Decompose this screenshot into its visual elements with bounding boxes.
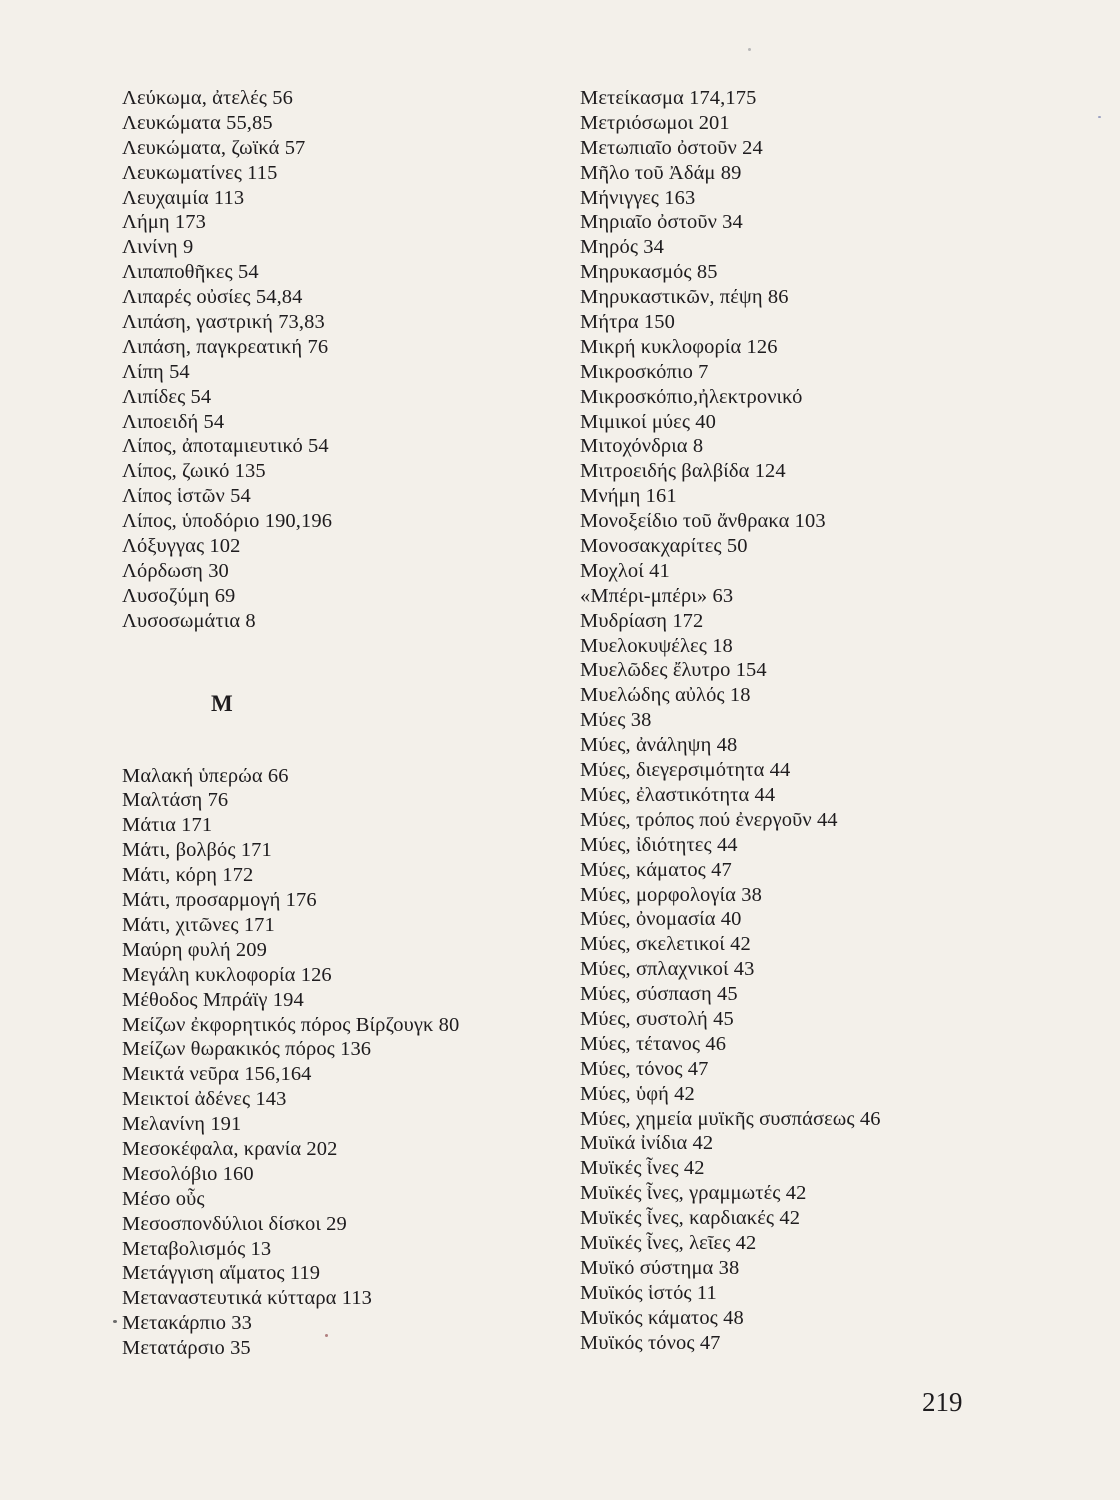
- index-entry: Μύες 38: [580, 709, 652, 732]
- index-entry: Λίπος, ζωικό 135: [122, 460, 266, 483]
- index-entry: Μνήμη 161: [580, 485, 677, 508]
- index-entry: Λίπος ἱστῶν 54: [122, 485, 251, 508]
- index-entry: Μεσοκέφαλα, κρανία 202: [122, 1137, 338, 1160]
- print-speck: [748, 48, 751, 51]
- index-entry: Μύες, σπλαχνικοί 43: [580, 958, 755, 981]
- index-entry: Λεύκωμα, ἀτελές 56: [122, 87, 293, 109]
- print-speck: [1098, 116, 1101, 118]
- index-entry: Μέθοδος Μπράϊγ 194: [122, 988, 304, 1011]
- index-entry: Μυϊκό σύστημα 38: [580, 1256, 740, 1279]
- index-entry: Μηρυκασμός 85: [580, 261, 718, 284]
- index-entry: Λιπάση, παγκρεατική 76: [122, 335, 329, 358]
- index-entry: Μικρή κυκλοφορία 126: [580, 335, 778, 358]
- index-entry: Μύες, ὀνομασία 40: [580, 908, 742, 931]
- index-entry: Λυσοζύμη 69: [122, 584, 236, 607]
- index-entry: Μυδρίαση 172: [580, 609, 704, 632]
- index-entry: Μύες, σκελετικοί 42: [580, 933, 751, 956]
- index-entry: Λίπη 54: [122, 360, 190, 383]
- section-spacer: [122, 719, 562, 764]
- index-entry: Μάτια 171: [122, 814, 213, 837]
- index-entry: Μύες, ἀνάληψη 48: [580, 734, 738, 757]
- index-entry: Μύες, μορφολογία 38: [580, 883, 762, 906]
- index-entry: Μελανίνη 191: [122, 1113, 242, 1136]
- index-entry: Μύες, τρόπος πού ἐνεργοῦν 44: [580, 808, 838, 831]
- index-entry: Λίπος, ὑποδόριο 190,196: [122, 510, 333, 533]
- index-entry: Λιποειδή 54: [122, 410, 225, 433]
- index-entry: Μύες, σύσπαση 45: [580, 983, 738, 1006]
- index-entry: Μήνιγγες 163: [580, 186, 696, 209]
- index-entry: Μιμικοί μύες 40: [580, 410, 717, 433]
- index-entry: Μάτι, προσαρμογή 176: [122, 889, 317, 912]
- index-entry: Μεικτοί ἀδένες 143: [122, 1088, 287, 1111]
- index-entry: Μηριαῖο ὀστοῦν 34: [580, 211, 743, 234]
- index-entry: Μύες, ἰδιότητες 44: [580, 833, 738, 856]
- index-entry: Μετάγγιση αἵματος 119: [122, 1262, 321, 1285]
- index-entry: Μύες, χημεία μυϊκῆς συσπάσεως 46: [580, 1107, 881, 1130]
- print-speck: [325, 1334, 328, 1337]
- index-entry: Λευκώματα 55,85: [122, 111, 273, 134]
- index-entry: Μυελῶδες ἔλυτρο 154: [580, 659, 767, 682]
- index-entry: Λυσοσωμάτια 8: [122, 609, 256, 632]
- index-entry: Λευκώματα, ζωϊκά 57: [122, 136, 306, 159]
- index-entry: Μυϊκά ἰνίδια 42: [580, 1132, 714, 1155]
- index-entry: Μικροσκόπιο 7: [580, 360, 709, 383]
- index-entry: Μυϊκές ἶνες 42: [580, 1157, 705, 1180]
- index-entry: Λιπαρές οὐσίες 54,84: [122, 286, 303, 309]
- index-entry: Λήμη 173: [122, 211, 206, 234]
- section-heading: Μ: [211, 690, 233, 716]
- index-entry: Μετωπιαῖο ὀστοῦν 24: [580, 136, 763, 159]
- page-number: 219: [922, 1387, 963, 1417]
- index-entry: Μετατάρσιο 35: [122, 1337, 251, 1360]
- print-speck: [113, 1320, 117, 1323]
- index-entry: Μεσοσπονδύλιοι δίσκοι 29: [122, 1212, 347, 1235]
- index-entry: Μετείκασμα 174,175: [580, 87, 757, 109]
- index-entry: Μύες, ἐλαστικότητα 44: [580, 783, 776, 806]
- index-entry: Μείζων θωρακικός πόρος 136: [122, 1038, 372, 1061]
- index-entry: Μέσο οὖς: [122, 1187, 205, 1210]
- index-entry: Μυελοκυψέλες 18: [580, 634, 733, 657]
- index-entry: Μηρός 34: [580, 236, 664, 259]
- index-column-left: [122, 86, 562, 1361]
- index-entry: Μηρυκαστικῶν, πέψη 86: [580, 286, 789, 309]
- index-entry: Μιτοχόνδρια 8: [580, 435, 704, 458]
- index-entry: Μύες, κάματος 47: [580, 858, 732, 881]
- index-entry: Μαλακή ὑπερώα 66: [122, 764, 289, 787]
- index-entry: Λιπίδες 54: [122, 385, 212, 408]
- index-entry: Λόρδωση 30: [122, 559, 229, 582]
- index-entry: Μείζων ἐκφορητικός πόρος Βίρζουγκ 80: [122, 1013, 460, 1036]
- index-entry: Μυϊκός κάματος 48: [580, 1306, 744, 1329]
- index-entry: Μάτι, χιτῶνες 171: [122, 913, 275, 936]
- index-entry: Λευκωματίνες 115: [122, 161, 278, 184]
- index-entry: «Μπέρι-μπέρι» 63: [580, 584, 734, 607]
- index-entry: Λόξυγγας 102: [122, 535, 241, 558]
- index-entry: Μύες, ὑφή 42: [580, 1082, 695, 1105]
- index-entry: Μεγάλη κυκλοφορία 126: [122, 963, 332, 986]
- index-entry: Μυϊκές ἶνες, καρδιακές 42: [580, 1207, 801, 1230]
- index-entry: Λευχαιμία 113: [122, 186, 245, 209]
- index-entry: Μεταναστευτικά κύτταρα 113: [122, 1287, 373, 1310]
- index-entry: Μύες, τόνος 47: [580, 1057, 709, 1080]
- index-entry: Λιπαποθῆκες 54: [122, 261, 259, 284]
- index-entry: Μοχλοί 41: [580, 559, 670, 582]
- index-entry: Μυελώδης αὐλός 18: [580, 684, 751, 707]
- index-column-right: [580, 86, 1100, 1355]
- section-spacer: [122, 634, 562, 689]
- index-entry: Μετριόσωμοι 201: [580, 111, 730, 134]
- index-entry: Μύες, διεγερσιμότητα 44: [580, 759, 791, 782]
- index-entry: Μεταβολισμός 13: [122, 1237, 272, 1260]
- index-entry: Μεικτά νεῦρα 156,164: [122, 1063, 312, 1086]
- index-entry: Λιπάση, γαστρική 73,83: [122, 311, 325, 334]
- index-entry: Μάτι, κόρη 172: [122, 864, 254, 887]
- index-entry: Μύες, συστολή 45: [580, 1007, 734, 1030]
- index-entry: Μυϊκός ἱστός 11: [580, 1281, 717, 1304]
- index-entry: Λίπος, ἀποταμιευτικό 54: [122, 435, 329, 458]
- index-entry: Μυϊκές ἶνες, γραμμωτές 42: [580, 1182, 807, 1205]
- index-entry: Μυϊκός τόνος 47: [580, 1331, 721, 1354]
- index-entry: Μαύρη φυλή 209: [122, 938, 267, 961]
- index-entry: Μετακάρπιο 33: [122, 1312, 252, 1335]
- index-entry: Μυϊκές ἶνες, λεῖες 42: [580, 1231, 757, 1254]
- index-entry: Μιτροειδής βαλβίδα 124: [580, 460, 786, 483]
- index-entry: Λινίνη 9: [122, 236, 194, 259]
- index-entry: Μαλτάση 76: [122, 789, 229, 812]
- index-entry: Μήτρα 150: [580, 311, 675, 334]
- index-entry: Μάτι, βολβός 171: [122, 839, 272, 862]
- index-entry: Μεσολόβιο 160: [122, 1162, 254, 1185]
- index-entry: Μῆλο τοῦ Ἀδάμ 89: [580, 161, 742, 184]
- index-entry: Μονοσακχαρίτες 50: [580, 535, 748, 558]
- index-entry: Μύες, τέτανος 46: [580, 1032, 727, 1055]
- index-entry: Μικροσκόπιο,ἠλεκτρονικό: [580, 385, 803, 408]
- index-entry: Μονοξείδιο τοῦ ἄνθρακα 103: [580, 510, 826, 533]
